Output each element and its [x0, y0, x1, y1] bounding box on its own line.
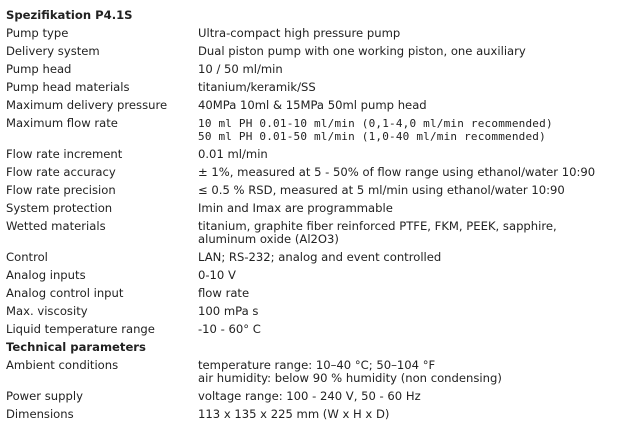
spec-value	[198, 63, 618, 76]
spec-value	[198, 251, 618, 264]
spec-value	[198, 323, 618, 336]
tech-value-line: 113 x 135 x 225 mm (W x H x D)	[198, 406, 390, 421]
technical-heading: Technical parameters	[6, 339, 146, 354]
spec-label: Control	[6, 249, 48, 264]
spec-row	[6, 248, 618, 266]
spec-value	[198, 184, 618, 197]
tech-value	[198, 390, 618, 403]
spec-label: Wetted materials	[6, 218, 106, 233]
spec-value	[198, 117, 618, 143]
tech-value-line: voltage range: 100 - 240 V, 50 - 60 Hz	[198, 388, 421, 403]
spec-label: Pump head materials	[6, 79, 130, 94]
spec-value-line: ≤ 0.5 % RSD, measured at 5 ml/min using ethanol/water 10:90	[198, 182, 565, 197]
spec-row	[6, 96, 618, 114]
tech-value	[198, 408, 618, 421]
tech-row	[6, 356, 618, 387]
spec-value	[198, 27, 618, 40]
spec-value-line: LAN; RS-232; analog and event controlled	[198, 249, 442, 264]
tech-row	[6, 405, 618, 423]
spec-value	[198, 81, 618, 94]
spec-label: Pump type	[6, 25, 69, 40]
tech-label: Dimensions	[6, 406, 74, 421]
technical-heading-row	[6, 338, 618, 356]
spec-label: System protection	[6, 200, 113, 215]
spec-value	[198, 99, 618, 112]
spec-label: Flow rate accuracy	[6, 164, 116, 179]
spec-value-line: Dual piston pump with one working piston, one auxiliary	[198, 43, 526, 58]
spec-value-line: 40MPa 10ml & 15MPa 50ml pump head	[198, 97, 427, 112]
spec-value-line: Imin and Imax are programmable	[198, 200, 393, 215]
spec-value	[198, 166, 618, 179]
spec-value-line: flow rate	[198, 285, 250, 300]
spec-row	[6, 217, 618, 248]
spec-value-line: 0-10 V	[198, 267, 236, 282]
spec-label: Analog control input	[6, 285, 124, 300]
spec-label: Delivery system	[6, 43, 100, 58]
spec-row	[6, 145, 618, 163]
spec-label: Analog inputs	[6, 267, 86, 282]
spec-row	[6, 78, 618, 96]
spec-label: Maximum flow rate	[6, 115, 118, 130]
spec-value-line: 10 ml PH 0.01-10 ml/min (0,1-4,0 ml/min recommended)	[198, 116, 553, 130]
tech-label: Power supply	[6, 388, 83, 403]
tech-value-line: air humidity: below 90 % humidity (non condensing)	[198, 370, 502, 385]
specification-table	[6, 6, 618, 423]
spec-value	[198, 148, 618, 161]
tech-row	[6, 387, 618, 405]
spec-value-line: 50 ml PH 0.01-50 ml/min (1,0-40 ml/min recommended)	[198, 129, 546, 143]
spec-row	[6, 320, 618, 338]
spec-row	[6, 24, 618, 42]
spec-row	[6, 302, 618, 320]
tech-label: Ambient conditions	[6, 357, 119, 372]
spec-row	[6, 199, 618, 217]
spec-value	[198, 287, 618, 300]
tech-value	[198, 359, 618, 385]
spec-label: Liquid temperature range	[6, 321, 155, 336]
spec-value-line: titanium, graphite fiber reinforced PTFE, FKM, PEEK, sapphire, aluminum oxide (Al2O3)	[198, 218, 557, 246]
spec-row	[6, 266, 618, 284]
spec-value	[198, 305, 618, 318]
spec-row	[6, 163, 618, 181]
spec-value-line: -10 - 60° C	[198, 321, 261, 336]
spec-label: Flow rate increment	[6, 146, 123, 161]
spec-title-row	[6, 6, 618, 24]
spec-value-line: titanium/keramik/SS	[198, 79, 316, 94]
spec-value-line: ± 1%, measured at 5 - 50% of flow range using ethanol/water 10:90	[198, 164, 596, 179]
spec-row	[6, 42, 618, 60]
spec-row	[6, 181, 618, 199]
spec-value	[198, 45, 618, 58]
spec-label: Max. viscosity	[6, 303, 88, 318]
spec-row	[6, 114, 618, 145]
spec-value-line: 0.01 ml/min	[198, 146, 268, 161]
spec-row	[6, 284, 618, 302]
spec-value	[198, 220, 618, 246]
spec-value-line: 100 mPa s	[198, 303, 259, 318]
spec-row	[6, 60, 618, 78]
spec-value	[198, 269, 618, 282]
spec-label: Maximum delivery pressure	[6, 97, 168, 112]
spec-label: Flow rate precision	[6, 182, 116, 197]
spec-value-line: Ultra-compact high pressure pump	[198, 25, 401, 40]
spec-title: Spezifikation P4.1S	[6, 7, 133, 22]
tech-value-line: temperature range: 10–40 °C; 50–104 °F	[198, 357, 436, 372]
spec-value	[198, 202, 618, 215]
spec-label: Pump head	[6, 61, 72, 76]
spec-value-line: 10 / 50 ml/min	[198, 61, 283, 76]
